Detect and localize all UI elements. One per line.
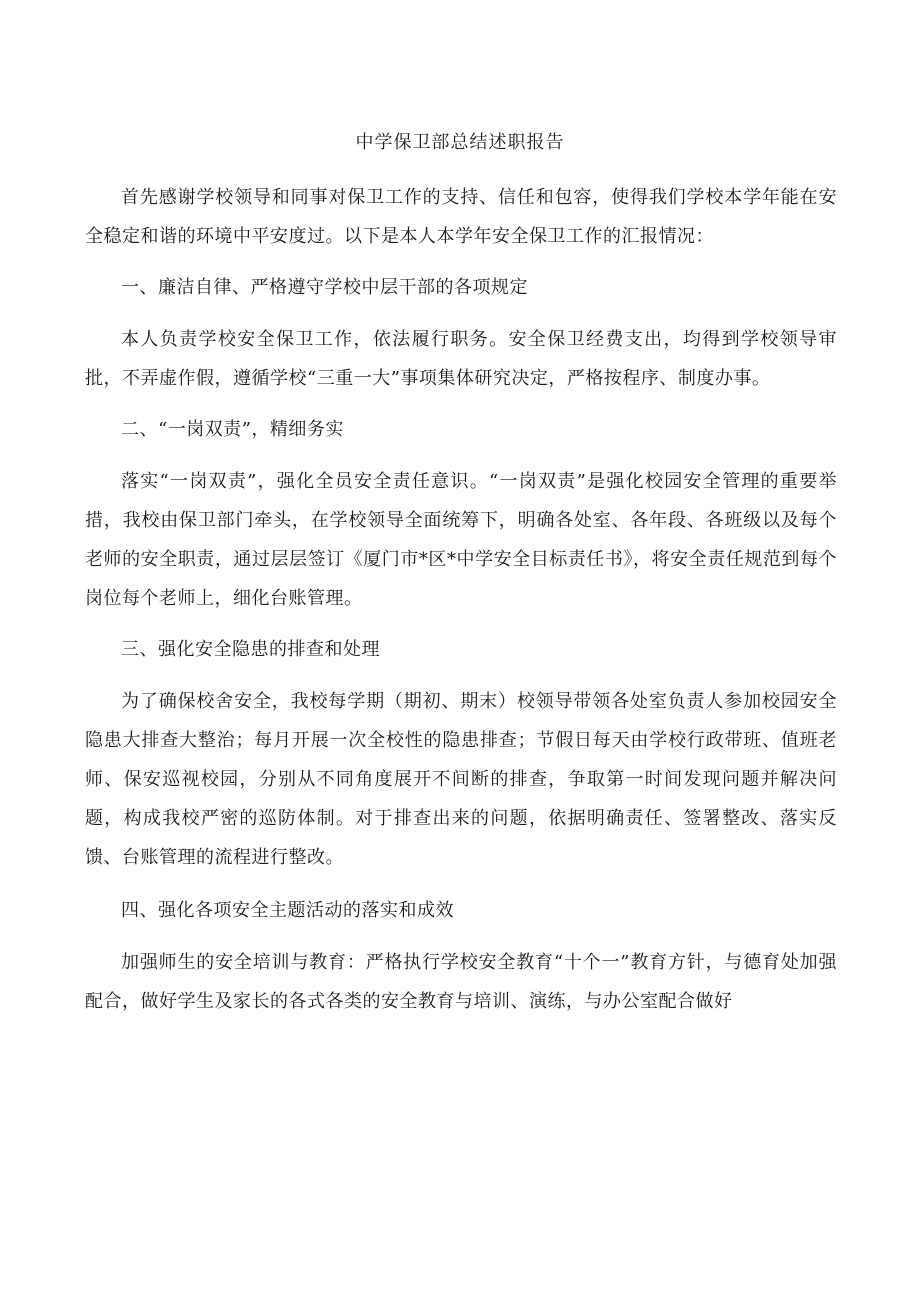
paragraph-intro: 首先感谢学校领导和同事对保卫工作的支持、信任和包容，使得我们学校本学年能在安全稳定和谐的环境中平安度过。以下是本人本学年安全保卫工作的汇报情况： xyxy=(85,187,837,247)
section-heading-1: 一、廉洁自律、严格遵守学校中层干部的各项规定 xyxy=(121,277,528,298)
paragraph-section-3: 为了确保校舍安全，我校每学期（期初、期末）校领导带领各处室负责人参加校园安全隐患大排查大整治；每月开展一次全校性的隐患排查；节假日每天由学校行政带班、值班老师、保安巡视校园，分别从不同角度展开不间断的排查，争取第一时间发现问题并解决问题，构成我校严密的巡防体制。对于排查出来的问题，依据明确责任、签署整改、落实反馈、台账管理的流程进行整改。 xyxy=(85,691,837,868)
paragraph-section-4: 加强师生的安全培训与教育：严格执行学校安全教育“十个一”教育方针，与德育处加强配合，做好学生及家长的各式各类的安全教育与培训、演练，与办公室配合做好 xyxy=(85,952,837,1012)
document-title: 中学保卫部总结述职报告 xyxy=(355,132,565,153)
paragraph-section-2: 落实“一岗双责”，强化全员安全责任意识。“一岗双责”是强化校园安全管理的重要举措，我校由保卫部门牵头，在学校领导全面统筹下，明确各处室、各年段、各班级以及每个老师的安全职责，通过层层签订《厦门市*区*中学安全目标责任书》，将安全责任规范到每个岗位每个老师上，细化台账管理。 xyxy=(85,471,837,609)
section-heading-3: 三、强化安全隐患的排查和处理 xyxy=(121,639,380,660)
section-heading-2: 二、“一岗双责”，精细务实 xyxy=(121,419,344,440)
paragraph-section-1: 本人负责学校安全保卫工作，依法履行职务。安全保卫经费支出，均得到学校领导审批，不弄虚作假，遵循学校“三重一大”事项集体研究决定，严格按程序、制度办事。 xyxy=(85,329,837,389)
document-body xyxy=(85,178,837,1033)
section-heading-4: 四、强化各项安全主题活动的落实和成效 xyxy=(121,900,454,921)
